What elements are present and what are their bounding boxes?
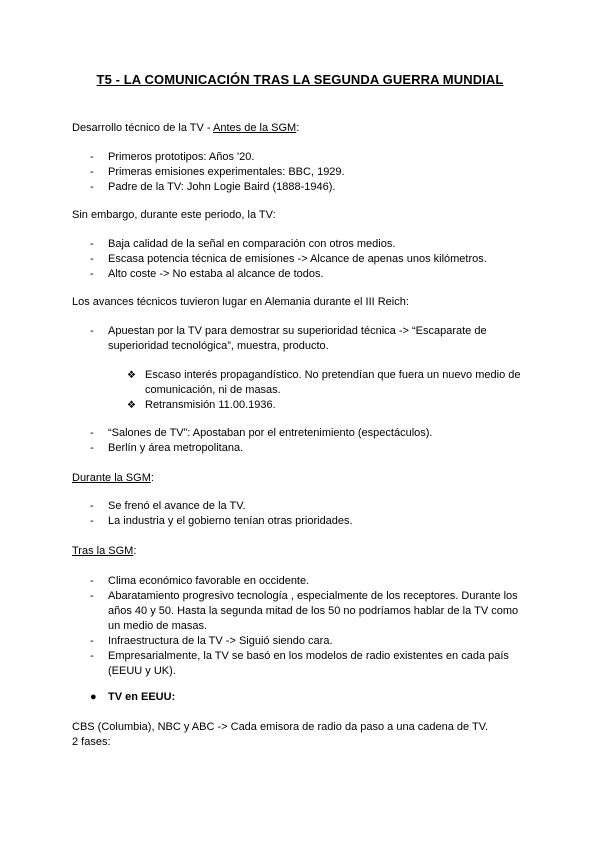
document-title: T5 - LA COMUNICACIÓN TRAS LA SEGUNDA GUERRA MUNDIAL — [96, 72, 504, 87]
list-durante-sgm — [72, 499, 532, 529]
sublist-item: ❖ Escaso interés propagandístico. No pretendían que fuera un nuevo medio de comunicación, ni de masas. — [127, 369, 521, 396]
list-item: - Padre de la TV: John Logie Baird (1888-1946). — [90, 181, 336, 193]
list-item: - Abaratamiento progresivo tecnología , especialmente de los receptores. Durante los años 40 y 50. Hasta la segunda mitad de los 50 no podríamos hablar de la TV como un medio de masas. — [90, 590, 519, 632]
list-item: - Se frenó el avance de la TV. — [90, 500, 246, 512]
diamond-bullet-icon: ❖ — [127, 370, 136, 381]
list-item: - Apuestan por la TV para demostrar su superioridad técnica -> “Escaparate de superioridad tecnológica”, muestra, producto. — [90, 325, 487, 352]
bullet-dot-icon: ● — [90, 691, 97, 703]
sublist-alemania — [127, 368, 537, 413]
list-item: - Berlín y área metropolitana. — [90, 442, 244, 454]
list-item: - La industria y el gobierno tenían otras prioridades. — [90, 515, 353, 527]
list-item: - Primeros prototipos: Años '20. — [90, 151, 255, 163]
list-tras-sgm — [72, 574, 532, 679]
list-item: - Baja calidad de la señal en comparación con otros medios. — [90, 238, 396, 250]
list-antes-sgm — [72, 150, 532, 195]
paragraph-fases: 2 fases: — [72, 736, 111, 748]
paragraph-sin-embargo: Sin embargo, durante este periodo, la TV: — [72, 209, 276, 221]
paragraph-cadenas: CBS (Columbia), NBC y ABC -> Cada emisora de radio da paso a una cadena de TV. — [72, 721, 489, 733]
sublist-item: ❖ Retransmisión 11.00.1936. — [127, 399, 276, 411]
heading-tv-eeuu: ● TV en EEUU: — [90, 691, 176, 703]
section-antes-sgm-intro: Desarrollo técnico de la TV - Antes de la SGM: — [72, 122, 300, 134]
list-item: - Empresarialmente, la TV se basó en los modelos de radio existentes en cada país (EEUU y UK). — [90, 650, 509, 677]
list-alemania — [72, 324, 532, 354]
list-item: - “Salones de TV”: Apostaban por el entretenimiento (espectáculos). — [90, 427, 433, 439]
list-item: - Alto coste -> No estaba al alcance de todos. — [90, 268, 324, 280]
section-durante-sgm: Durante la SGM: — [72, 472, 154, 484]
list-salones — [72, 426, 532, 456]
paragraph-alemania: Los avances técnicos tuvieron lugar en Alemania durante el III Reich: — [72, 296, 409, 308]
list-item: - Escasa potencia técnica de emisiones -> Alcance de apenas unos kilómetros. — [90, 253, 487, 265]
list-item: - Primeras emisiones experimentales: BBC, 1929. — [90, 166, 345, 178]
list-limitaciones — [72, 237, 532, 282]
antes-sgm-link: Antes de la SGM — [213, 122, 297, 134]
list-item: - Infraestructura de la TV -> Siguió siendo cara. — [90, 635, 333, 647]
diamond-bullet-icon: ❖ — [127, 400, 136, 411]
list-item: - Clima económico favorable en occidente. — [90, 575, 310, 587]
section-tras-sgm: Tras la SGM: — [72, 545, 137, 557]
